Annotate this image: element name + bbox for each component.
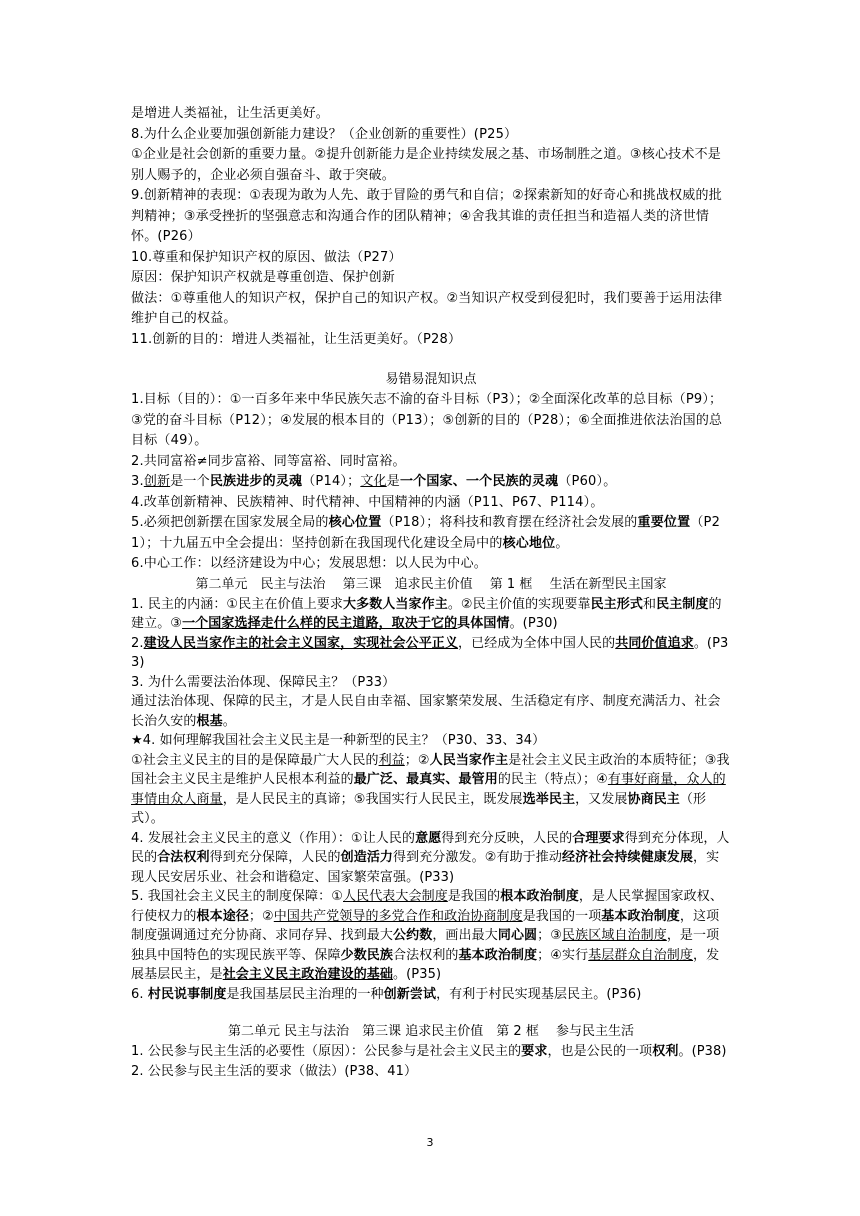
item-new-democracy-answer: ①社会主义民主的目的是保障最广大人民的利益；②人民当家作主是社会主义民主政治的本质特征；③我国社会主义民主是维护人民根本利益的最广泛、最真实、最管用的民主（特点）；④有事好商量，众人的事情由众人商量，是人民民主的真谛；⑤我国实行人民民主，既发展选举民主，又发展协商民主（形式）。 (131, 752, 730, 826)
item-rule-of-law-answer: 通过法治体现、保障的民主，才是人民自由幸福、国家繁荣发展、生活稳定有序、制度充满活力、社会长治久安的根基。 (131, 694, 721, 729)
page-number: 3 (426, 1136, 434, 1149)
section-title-unit2-frame1: 第二单元 民主与法治 第三课 追求民主价值 第 1 框 生活在新型民主国家 (195, 576, 667, 592)
section-title-unit2-frame2: 第二单元 民主与法治 第三课 追求民主价值 第 2 框 参与民主生活 (228, 1024, 634, 1039)
question-11: 11.创新的目的：增进人类福祉，让生活更美好。（P28） (131, 331, 462, 347)
item-common-value: 2.建设人民当家作主的社会主义国家，实现社会公平正义，已经成为全体中国人民的共同价值追求。(P33) (131, 635, 729, 670)
mistake-item-2: 2.共同富裕≠同步富裕、同等富裕、同时富裕。 (131, 453, 406, 469)
item-participation-necessity: 1. 公民参与民主生活的必要性（原因）：公民参与是社会主义民主的要求，也是公民的一项权利。(P38) (131, 1044, 727, 1059)
question-10: 10.尊重和保护知识产权的原因、做法（P27） (131, 249, 402, 265)
item-new-democracy: ★4. 如何理解我国社会主义民主是一种新型的民主？（P30、33、34） (131, 733, 546, 748)
page-content (131, 104, 731, 1081)
item-democracy-meaning: 1. 民主的内涵：①民主在价值上要求大多数人当家作主。②民主价值的实现要靠民主形式和民主制度的建立。③一个国家选择走什么样的民主道路，取决于它的具体国情。(P30) (131, 596, 722, 631)
item-significance: 4. 发展社会主义民主的意义（作用）：①让人民的意愿得到充分反映，人民的合理要求得到充分体现，人民的合法权利得到充分保障，人民的创造活力得到充分激发。②有助于推动经济社会持续健康发展，实现人民安居乐业、社会和谐稳定、国家繁荣富强。(P33) (131, 830, 730, 885)
question-8: 8.为什么企业要加强创新能力建设？（企业创新的重要性）(P25） (131, 126, 518, 142)
mistake-item-5: 5.必须把创新摆在国家发展全局的核心位置（P18）；将科技和教育摆在经济社会发展的重要位置（P21）；十九届五中全会提出：坚持创新在我国现代化建设全局中的核心地位。 (131, 515, 721, 551)
item-participation-requirements: 2. 公民参与民主生活的要求（做法）(P38、41） (131, 1063, 418, 1079)
method-line: 做法：①尊重他人的知识产权，保护自己的知识产权。②当知识产权受到侵犯时，我们要善于运用法律维护自己的权益。 (131, 290, 723, 326)
item-institutions: 5. 我国社会主义民主的制度保障：①人民代表大会制度是我国的根本政治制度，是人民掌握国家政权、行使权力的根本途径；②中国共产党领导的多党合作和政治协商制度是我国的一项基本政治制度，这项制度强调通过充分协商、求同存异、找到最大公约数，画出最大同心圆；③民族区域自治制度，是一项独具中国特色的实现民族平等、保障少数民族合法权利的基本政治制度；④实行基层群众自治制度，发展基层民主，是社会主义民主政治建设的基础。(P35) (131, 889, 723, 982)
question-9: 9.创新精神的表现：①表现为敢为人先、敢于冒险的勇气和自信；②探索新知的好奇心和挑战权威的批判精神；③承受挫折的坚强意志和沟通合作的团队精神；④舍我其谁的责任担当和造福人类的济世情怀。(P26） (131, 188, 722, 244)
mistake-item-3: 3.创新是一个民族进步的灵魂（P14）；文化是一个国家、一个民族的灵魂（P60）。 (131, 474, 617, 489)
text-line: 是增进人类福祉，让生活更美好。 (131, 106, 330, 121)
mistake-item-1: 1.目标（目的）：①一百多年来中华民族矢志不渝的奋斗目标（P3）；②全面深化改革的总目标（P9）；③党的奋斗目标（P12）；④发展的根本目的（P13）；⑤创新的目的（P28）；⑥全面推进依法治国的总目标（49）。 (131, 392, 723, 448)
mistake-item-6: 6.中心工作：以经济建设为中心；发展思想：以人民为中心。 (131, 556, 488, 571)
section-title-mistakes: 易错易混知识点 (385, 372, 477, 387)
item-why-rule-of-law: 3. 为什么需要法治体现、保障民主？（P33） (131, 674, 396, 690)
item-village-system: 6. 村民说事制度是我国基层民主治理的一种创新尝试，有利于村民实现基层民主。(P36) (131, 986, 642, 1002)
mistake-item-4: 4.改革创新精神、民族精神、时代精神、中国精神的内涵（P11、P67、P114）。 (131, 494, 604, 510)
answer-8: ①企业是社会创新的重要力量。②提升创新能力是企业持续发展之基、市场制胜之道。③核心技术不是别人赐予的，企业必须自强奋斗、敢于突破。 (131, 147, 721, 183)
reason-line: 原因：保护知识产权就是尊重创造、保护创新 (131, 270, 396, 285)
